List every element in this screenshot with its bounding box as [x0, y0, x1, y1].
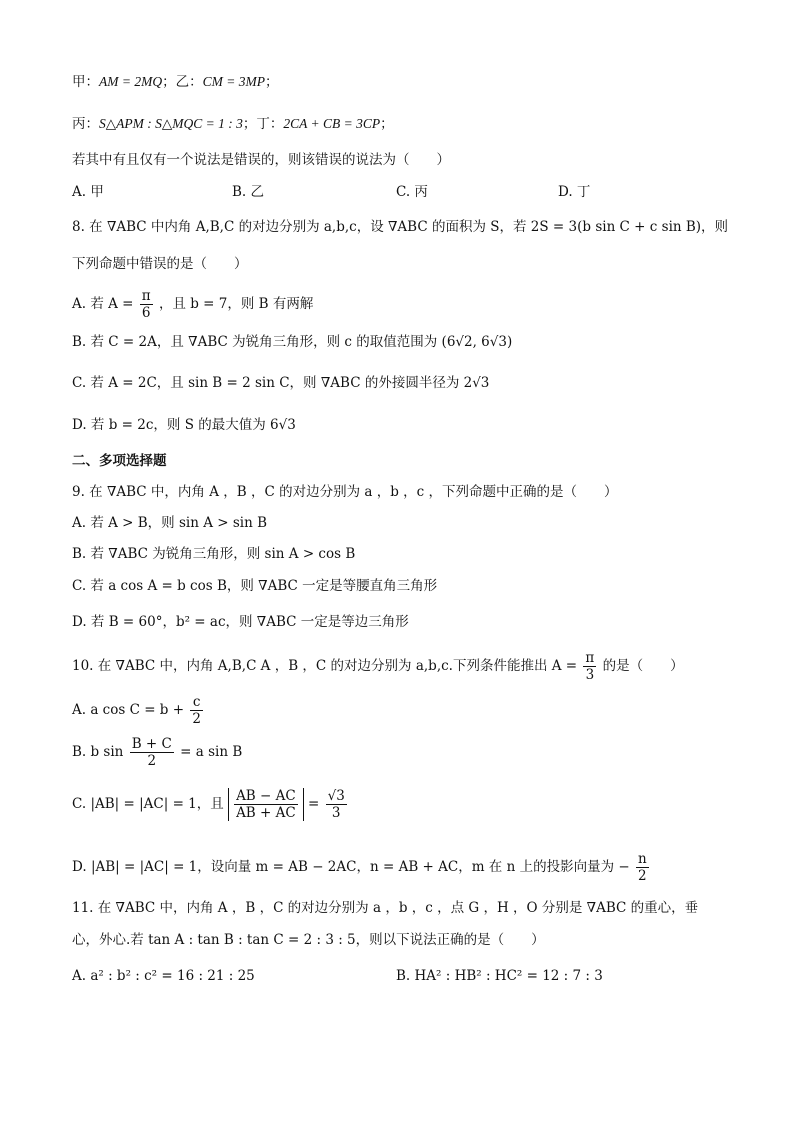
q8-option-b: B. 若 C = 2A，且 ∇ABC 为锐角三角形，则 c 的取值范围为 (6√2, 6√3) [72, 334, 513, 350]
q10-option-c-mid: |AB| = |AC| = 1，且 [90, 796, 224, 812]
statement-jia-yi [72, 72, 278, 92]
question-7-prompt: 若其中有且仅有一个说法是错误的，则该错误的说法为（ ） [72, 152, 450, 168]
q7-option-a: A. 甲 [72, 184, 104, 200]
fraction-numerator: π [585, 650, 595, 666]
fraction-numerator: B + C [131, 736, 172, 752]
formula-bing: S△APM : S△MQC = 1 : 3 [99, 116, 243, 131]
q10-option-a [72, 694, 205, 727]
q10-option-b-fraction [130, 736, 174, 769]
q9-stem: 9. 在 ∇ABC 中，内角 A ，B ，C 的对边分别为 a ，b ，c ，下列命题中正确的是（ ） [72, 484, 618, 500]
label-bing: 丙： [72, 116, 99, 132]
q8-option-a-post: ，且 b = 7，则 B 有两解 [158, 296, 314, 312]
q9-option-a: A. 若 A > B，则 sin A > sin B [72, 515, 268, 531]
q9-option-d: D. 若 B = 60°，b² = ac，则 ∇ABC 一定是等边三角形 [72, 614, 409, 630]
q10-stem-fraction [583, 650, 596, 683]
q8-option-a-pre: A. 若 A = [72, 296, 134, 312]
fraction-denominator: 3 [585, 667, 595, 683]
q10-option-c-pre: C. [72, 796, 87, 812]
q10-option-b-post: = a sin B [180, 744, 243, 760]
fraction-numerator: c [190, 694, 203, 711]
q11-stem-line2: 心，外心.若 tan A : tan B : tan C = 2 : 3 : 5，则以下说法正确的是（ ） [72, 932, 545, 948]
q10-option-a-fraction [190, 694, 203, 727]
q10-option-a-pre: A. a cos C = b + [72, 702, 185, 718]
q10-option-b [72, 736, 242, 769]
q9-option-b: B. 若 ∇ABC 为锐角三角形，则 sin A > cos B [72, 546, 356, 562]
formula-jia: AM = 2MQ [99, 74, 163, 89]
formula-ding: 2CA + CB = 3CP [283, 116, 381, 131]
q7-option-c: C. 丙 [396, 184, 428, 200]
section-heading: 二、多项选择题 [72, 453, 167, 469]
q7-option-b: B. 乙 [232, 184, 265, 200]
fraction-numerator: π [141, 288, 151, 304]
separator: ； [264, 74, 279, 90]
fraction-numerator: n [637, 851, 647, 867]
q7-option-d: D. 丁 [558, 184, 591, 200]
fraction-denominator: 2 [638, 868, 647, 884]
q9-option-c: C. 若 a cos A = b cos B，则 ∇ABC 一定是等腰直角三角形 [72, 578, 438, 594]
q10-option-c-abs-fraction [228, 788, 304, 821]
q10-option-d-fraction [636, 851, 649, 884]
label-jia: 甲： [72, 74, 99, 90]
fraction-denominator: AB + AC [236, 805, 296, 821]
q8-stem-line2: 下列命题中错误的是（ ） [72, 256, 248, 272]
q10-option-b-pre: B. b sin [72, 744, 124, 760]
fraction-denominator: 6 [141, 305, 151, 321]
q10-option-c [72, 788, 349, 821]
q11-option-b: B. HA² : HB² : HC² = 12 : 7 : 3 [396, 968, 603, 984]
label-ding: ；丁： [242, 116, 284, 132]
q11-option-a: A. a² : b² : c² = 16 : 21 : 25 [72, 968, 255, 984]
q10-stem-post: 的是（ ） [602, 658, 684, 674]
q10-option-c-equals: = [308, 796, 320, 812]
q10-option-c-fraction [234, 788, 298, 821]
separator: ； [380, 116, 394, 132]
q10-stem [72, 650, 684, 683]
q10-option-d [72, 851, 651, 884]
q10-option-d-text: |AB| = |AC| = 1，设向量 m = AB − 2AC，n = AB + AC，m 在 n 上的投影向量为 − [90, 859, 630, 875]
formula-yi: CM = 3MP [202, 74, 265, 89]
q10-stem-pre: 10. 在 ∇ABC 中，内角 A,B,C A ，B ，C 的对边分别为 a,b,c.下列条件能推出 A = [72, 658, 578, 674]
fraction-denominator: 2 [192, 711, 201, 727]
q8-option-a-fraction [140, 288, 153, 321]
q8-option-d: D. 若 b = 2c，则 S 的最大值为 6√3 [72, 417, 296, 433]
fraction-numerator: AB − AC [236, 788, 296, 804]
fraction-denominator: 2 [147, 753, 157, 769]
q10-option-d-pre: D. [72, 859, 87, 875]
q8-option-a [72, 288, 313, 321]
statement-bing-ding [72, 114, 394, 134]
q8-stem-line1: 8. 在 ∇ABC 中内角 A,B,C 的对边分别为 a,b,c，设 ∇ABC 的面积为 S，若 2S = 3(b sin C + c sin B)，则 [72, 219, 729, 235]
fraction-numerator: √3 [327, 788, 345, 804]
q10-option-c-result [326, 788, 347, 821]
q11-stem-line1: 11. 在 ∇ABC 中，内角 A ，B ，C 的对边分别为 a ，b ，c ，点 G ，H ，O 分别是 ∇ABC 的重心，垂 [72, 900, 699, 916]
q8-option-c: C. 若 A = 2C，且 sin B = 2 sin C，则 ∇ABC 的外接圆半径为 2√3 [72, 375, 490, 391]
fraction-denominator: 3 [331, 805, 341, 821]
label-yi: ；乙： [162, 74, 203, 90]
